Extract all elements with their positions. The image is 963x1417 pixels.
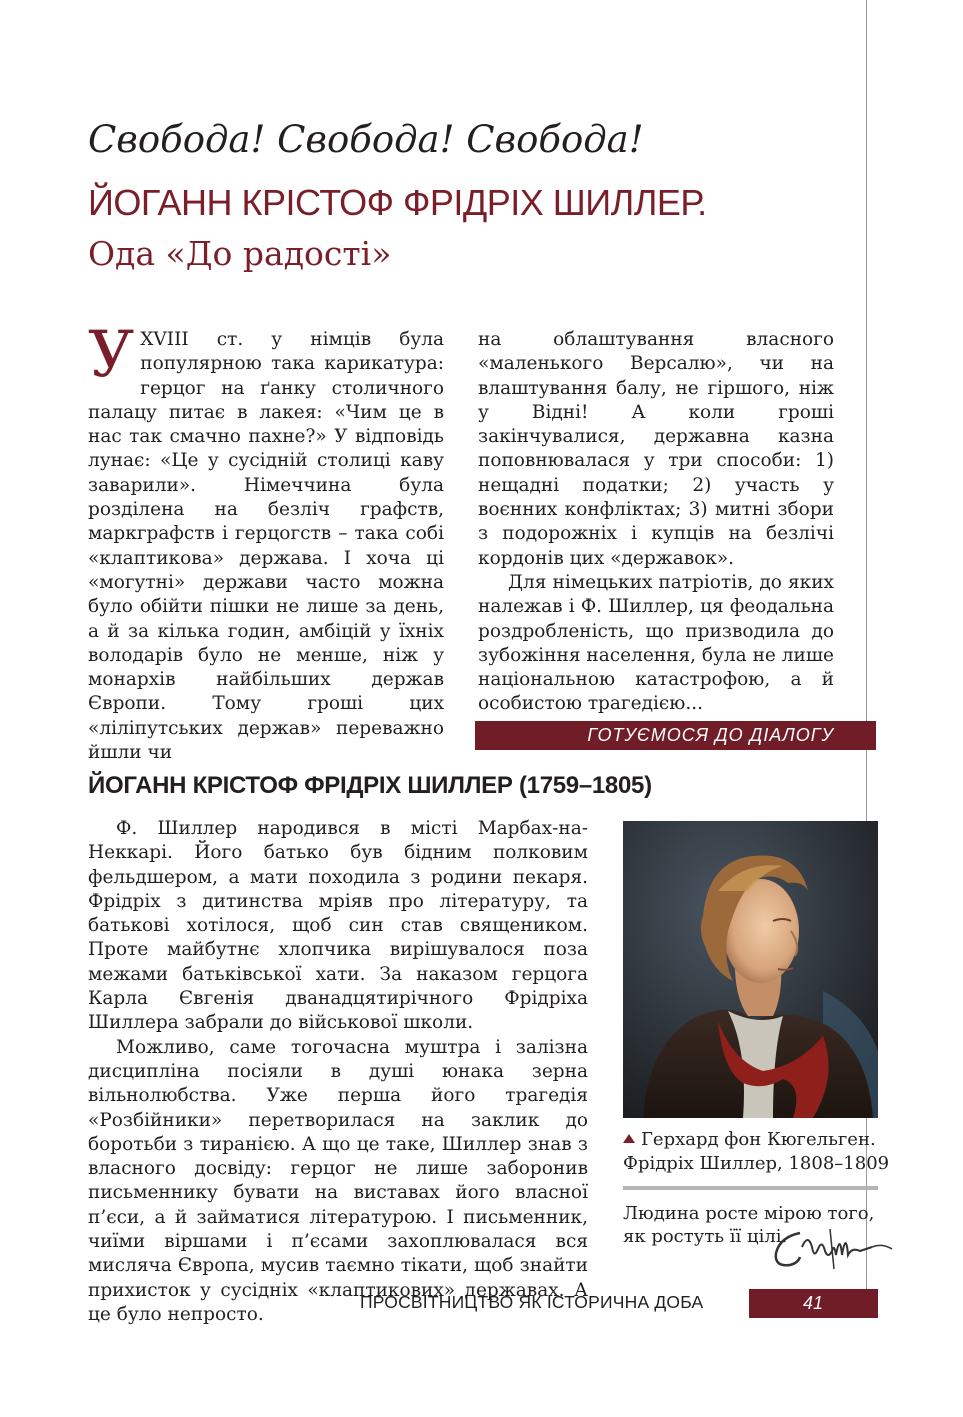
footer-section-title: ПРОСВІТНИЦТВО ЯК ІСТОРИЧНА ДОБА — [360, 1292, 704, 1312]
intro-column-right — [478, 328, 834, 717]
drop-cap: У — [88, 318, 135, 392]
quote-line-1: Людина росте мірою того, — [623, 1203, 875, 1224]
page-number: 41 — [803, 1293, 824, 1313]
page-number-box — [749, 1289, 878, 1318]
portrait-caption — [623, 1128, 890, 1176]
quote-line-2: як ростуть її цілі. — [623, 1226, 788, 1247]
caption-line-2: Фрідріх Шиллер, 1808–1809 — [623, 1153, 890, 1174]
quote-divider — [623, 1186, 878, 1190]
intro-column-left — [88, 318, 444, 765]
bio-heading: ЙОГАНН КРІСТОФ ФРІДРІХ ШИЛЛЕР (1759–1805) — [88, 772, 652, 799]
triangle-up-icon — [623, 1134, 635, 1143]
page-subtitle: Ода «До радості» — [88, 234, 392, 273]
page-title: ЙОГАНН КРІСТОФ ФРІДРІХ ШИЛЛЕР. — [88, 182, 707, 223]
bio-paragraph-2: Можливо, саме тогочасна муштра і залізна дисципліна посіяли в душі юнака зерна вільнолюбства. Уже перша його трагедія «Розбійники» перетворилася на заклик до боротьби з тиранією. А що це таке, Шиллер знав з власного досвіду: герцог не лише заборонив письменнику бувати на виставах його власної п’єси, а й займатися літературою. І письменник, чиїми віршами і п’єсами захоплювалася вся мисляча Європа, мусив таємно тікати, щоб знайти прихисток у сусідніх «клаптикових» державах. А це було непросто. — [88, 1036, 588, 1325]
bio-paragraph-1: Ф. Шиллер народився в місті Марбах-на-Неккарі. Його батько був бідним полковим фельдшером, а мати походила з родини пекаря. Фрідріх з дитинства мріяв про літературу, та батькові хотілося, щоб син став священиком. Проте майбутнє хлопчика вирішувалося поза межами батьківської хати. За наказом герцога Карла Євгенія дванадцятирічного Фрідріха Шиллера забрали до військової школи. — [88, 818, 588, 1034]
intro-paragraph-1-cont: на облаштування власного «маленького Версалю», чи на влаштування балу, не гіршого, ніж у Відні! А коли гроші закінчувалися, державна казна поповнювалася у три способи: 1) нещадні податки; 2) участь у воєнних конфліктах; 3) митні збори з подорожніх і купців на безлічі кордонів цих «державок». — [478, 329, 834, 569]
caption-line-1: Герхард фон Кюгельген. — [641, 1129, 876, 1150]
intro-paragraph-1: XVIII ст. у німців була популярною така карикатура: герцог на ґанку столичного палацу питає в лакея: «Чим це в нас так смачно пахне?» У відповідь лунає: «Це у сусідній столиці каву заварили». Німеччина була розділена на безліч графств, маркграфств і герцогств – така собі «клаптикова» держава. І хоча ці «могутні» держави часто можна було обійти пішки не лише за день, а й за кілька годин, амбіцій у їхніх володарів було не менше, ніж у монархів найбільших держав Європи. Тому гроші цих «ліліпутських держав» переважно йшли чи — [88, 329, 444, 764]
schiller-portrait — [623, 821, 878, 1118]
schiller-signature — [770, 1225, 895, 1275]
bio-text — [88, 817, 588, 1327]
section-banner-label: ГОТУЄМОСЯ ДО ДІАЛОГУ — [587, 725, 834, 745]
section-banner — [475, 721, 876, 750]
motto-heading: Свобода! Свобода! Свобода! — [88, 118, 644, 161]
intro-paragraph-2: Для німецьких патріотів, до яких належав і Ф. Шиллер, ця феодальна роздробленість, що призводила до зубожіння населення, була не лише національною катастрофою, а й особистою трагедією... — [478, 571, 834, 715]
